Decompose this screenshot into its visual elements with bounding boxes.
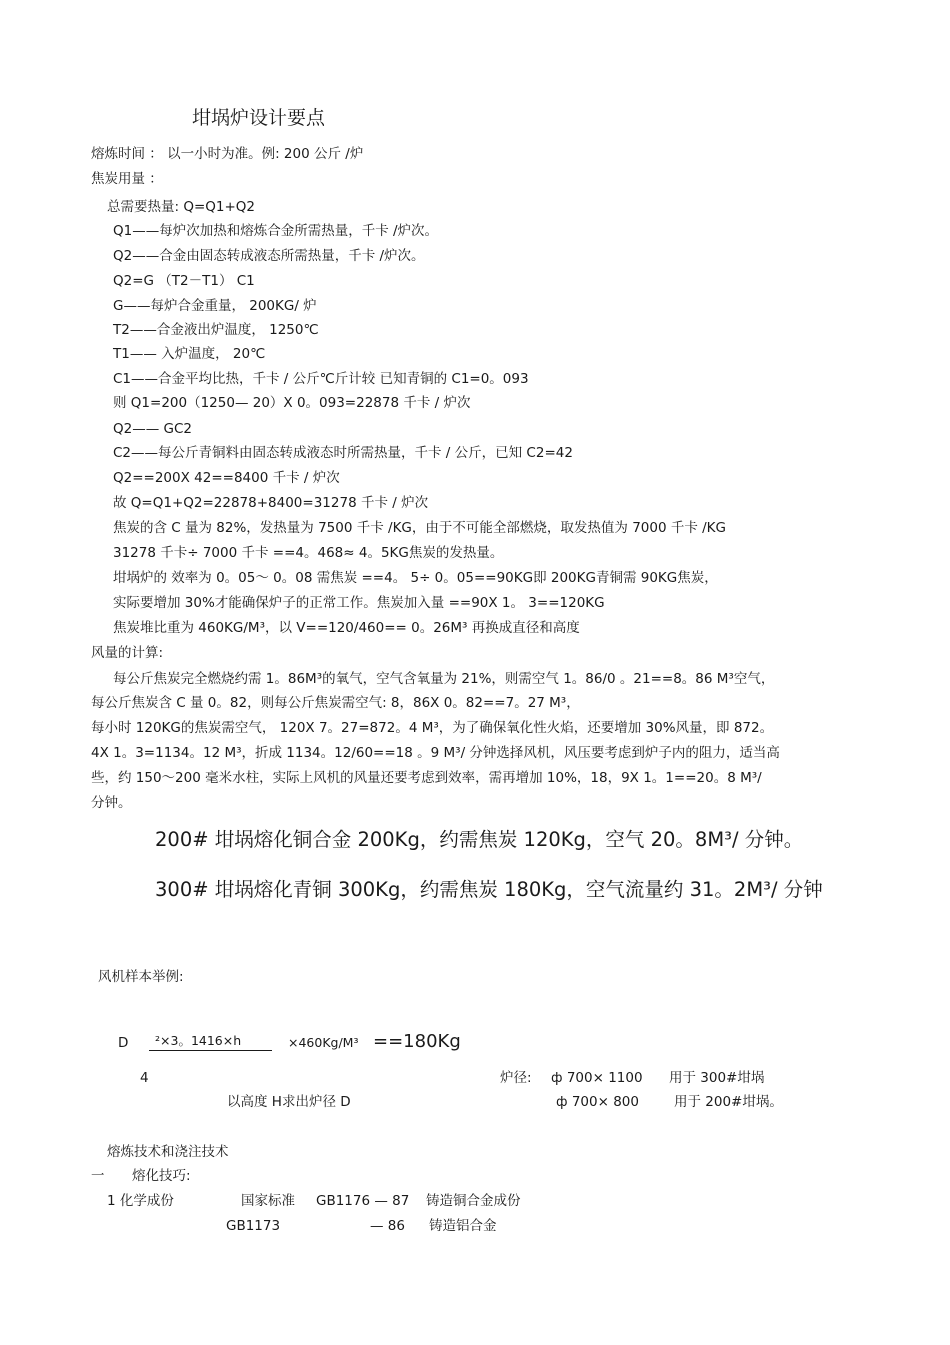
text-line: T2——合金液出炉温度， 1250℃ (113, 322, 319, 338)
text-line: 故 Q=Q1+Q2=22878+8400=31278 千卡 / 炉次 (113, 495, 429, 511)
formula-note: 以高度 H求出炉径 D (227, 1094, 351, 1110)
text-line: 每公斤焦炭含 C 量 0。82，则每公斤焦炭需空气: 8，86X 0。82==7。27 M³， (91, 695, 580, 711)
text-line: Q1——每炉次加热和熔炼合金所需热量，千卡 /炉次。 (113, 223, 439, 239)
chem-item: 1 化学成份 (107, 1193, 174, 1209)
furnace-label: 炉径: (500, 1070, 532, 1086)
furnace-size: ф 700× 800 (556, 1094, 639, 1110)
furnace-use: 用于 200#坩埚。 (674, 1094, 783, 1110)
text-line: 则 Q1=200（1250— 20）X 0。093=22878 千卡 / 炉次 (113, 395, 471, 411)
section-heading: 熔炼技术和浇注技术 (107, 1144, 229, 1160)
formula-numerator: ²×3。1416×h (155, 1033, 242, 1048)
sub-number: 一 (91, 1168, 105, 1184)
text-line: 些，约 150～200 毫米水柱，实际上风机的风量还要考虑到效率，需再增加 10%，18，9X 1。1==20。8 M³/ (91, 770, 762, 786)
formula-denominator: 4 (140, 1070, 149, 1086)
text-line: C1——合金平均比热，千卡 / 公斤℃斤计较 已知青铜的 C1=0。093 (113, 371, 529, 387)
text-line: 分钟。 (91, 795, 132, 811)
text-line: Q2——合金由固态转成液态所需热量，千卡 /炉次。 (113, 248, 425, 264)
text-line: T1—— 入炉温度， 20℃ (113, 346, 266, 362)
text-line: 熔炼时间 ： 以一小时为准。例: 200 公斤 /炉 (91, 146, 364, 162)
text-line: G——每炉合金重量， 200KG/ 炉 (113, 298, 317, 314)
fan-example-label: 风机样本举例: (98, 969, 184, 985)
text-line: 总需要热量: Q=Q1+Q2 (107, 199, 256, 215)
text-line: Q2—— GC2 (113, 421, 192, 437)
text-line: 焦炭堆比重为 460KG/M³，以 V==120/460== 0。26M³ 再换成直径和高度 (113, 620, 580, 636)
formula-tail: ×460Kg/M³ (288, 1035, 359, 1050)
text-line: 4X 1。3=1134。12 M³，折成 1134。12/60==18 。9 M³/ 分钟选择风机，风压要考虑到炉子内的阻力，适当高 (91, 745, 780, 761)
sub-heading: 熔化技巧: (132, 1168, 191, 1184)
text-line: 实际要增加 30%才能确保炉子的正常工作。焦炭加入量 ==90X 1。 3==120KG (113, 595, 605, 611)
text-line: 焦炭的含 C 量为 82%，发热量为 7500 千卡 /KG，由于不可能全部燃烧，取发热值为 7000 千卡 /KG (113, 520, 726, 536)
formula-result: ==180Kg (373, 1031, 461, 1052)
furnace-use: 用于 300#坩埚 (669, 1070, 765, 1086)
fraction-bar (149, 1050, 272, 1051)
chem-standard: 国家标准 (241, 1193, 295, 1209)
chem-code: GB1173 (226, 1218, 281, 1234)
text-line: 风量的计算: (91, 645, 164, 661)
text-line: 每公斤焦炭完全燃烧约需 1。86M³的氧气，空气含氧量为 21%，则需空气 1。86/0 。21==8。86 M³空气， (113, 671, 775, 687)
chem-code: GB1176 — 87 (316, 1193, 410, 1209)
text-line: 每小时 120KG的焦炭需空气， 120X 7。27=872。4 M³，为了确保氧化性火焰，还要增加 30%风量，即 872。 (91, 720, 774, 736)
formula-d: D (118, 1035, 129, 1051)
chem-desc: 铸造铜合金成份 (426, 1193, 521, 1209)
text-line: Q2==200X 42==8400 千卡 / 炉次 (113, 470, 340, 486)
summary-line: 200# 坩埚熔化铜合金 200Kg，约需焦炭 120Kg，空气 20。8M³/ 分钟。 (155, 828, 804, 851)
doc-title: 坩埚炉设计要点 (192, 107, 326, 129)
text-line: 焦炭用量 ： (91, 171, 163, 187)
text-line: Q2=G （T2－T1） C1 (113, 273, 255, 289)
chem-year: — 86 (370, 1218, 405, 1234)
text-line: 坩埚炉的 效率为 0。05～ 0。08 需焦炭 ==4。 5÷ 0。05==90KG即 200KG青铜需 90KG焦炭， (113, 570, 718, 586)
furnace-size: ф 700× 1100 (551, 1070, 643, 1086)
chem-desc: 铸造铝合金 (429, 1218, 497, 1234)
summary-line: 300# 坩埚熔化青铜 300Kg，约需焦炭 180Kg，空气流量约 31。2M³/ 分钟 (155, 878, 823, 901)
text-line: 31278 千卡÷ 7000 千卡 ==4。468≈ 4。5KG焦炭的发热量。 (113, 545, 504, 561)
text-line: C2——每公斤青铜料由固态转成液态时所需热量，千卡 / 公斤，已知 C2=42 (113, 445, 573, 461)
